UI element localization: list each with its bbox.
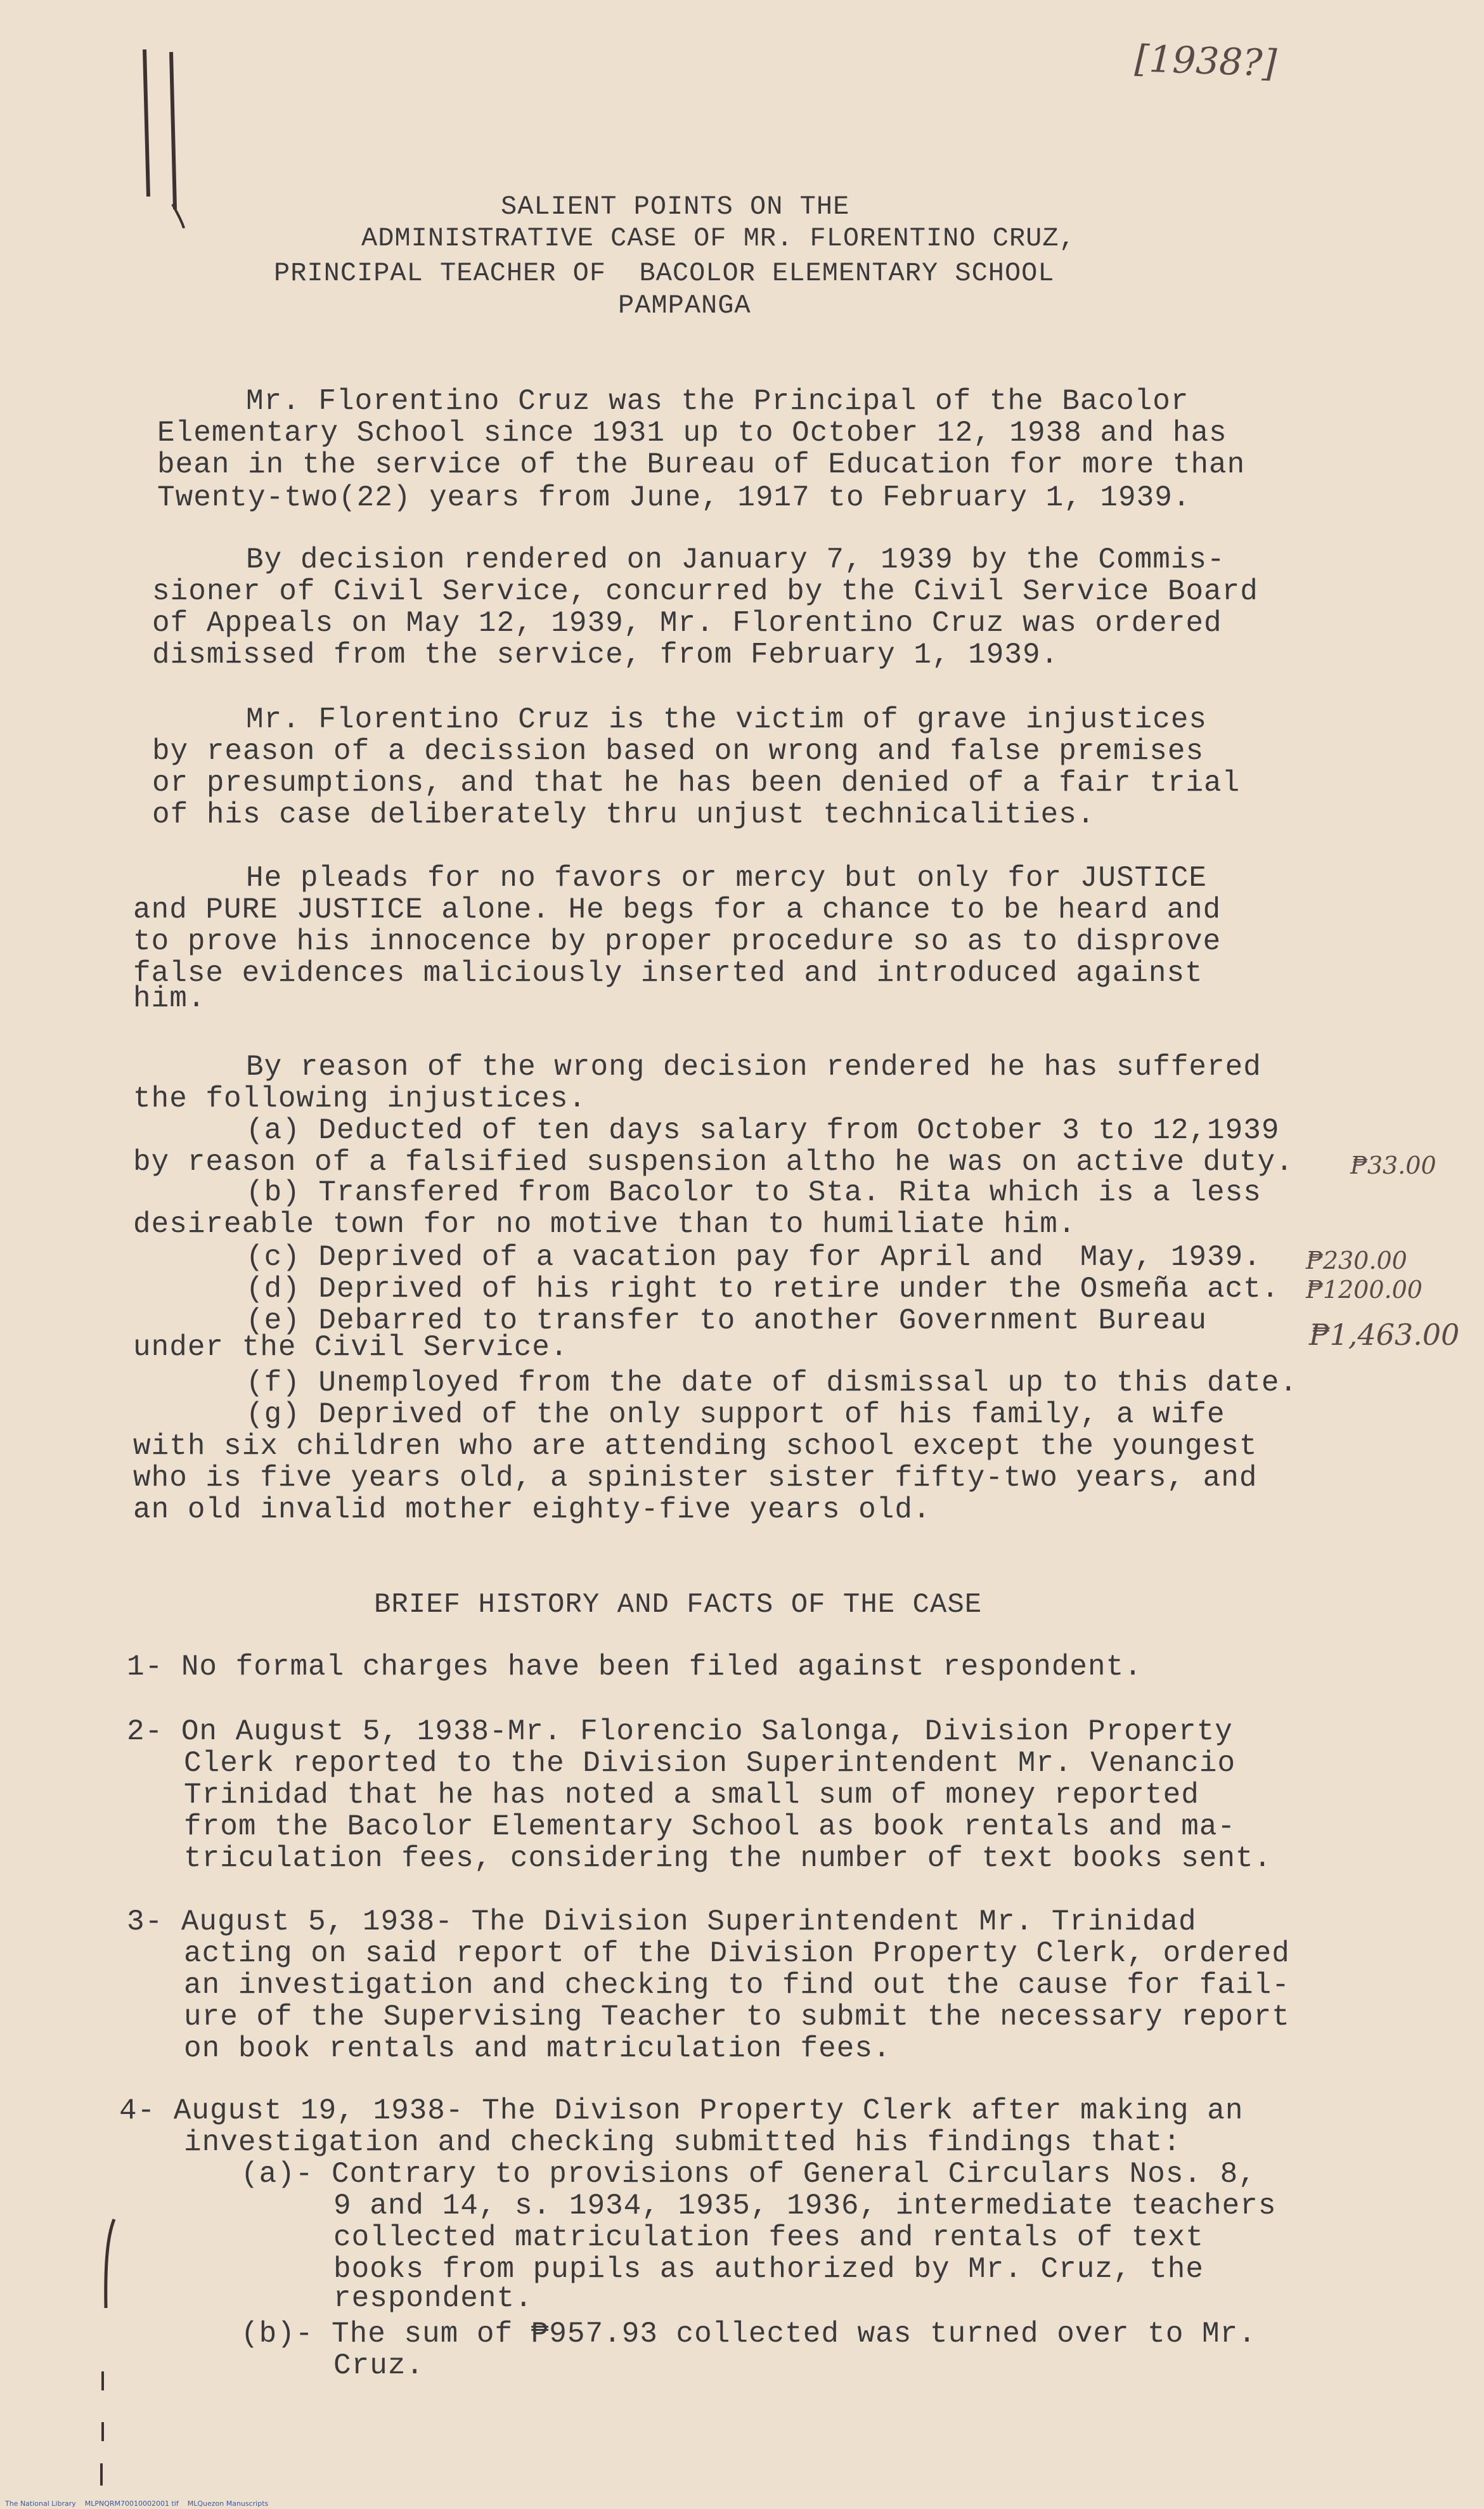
text-line: acting on said report of the Division Property Clerk, ordered [184, 1937, 1290, 1970]
handwritten-date-note: [1938?] [1133, 37, 1278, 85]
text-line: the following injustices. [133, 1082, 587, 1115]
section-heading: BRIEF HISTORY AND FACTS OF THE CASE [374, 1589, 983, 1621]
text-line: Elementary School since 1931 up to October 12, 1938 and has [157, 417, 1227, 450]
text-line: and PURE JUSTICE alone. He begs for a chance to be heard and [133, 893, 1222, 926]
text-line: desireable town for no motive than to humiliate him. [133, 1208, 1076, 1241]
text-line: Trinidad that he has noted a small sum of money reported [184, 1779, 1199, 1812]
text-line: 4- August 19, 1938- The Divison Property Clerk after making an [119, 2094, 1244, 2127]
text-line: by reason of a decission based on wrong and false premises [152, 735, 1204, 768]
text-line: false evidences maliciously inserted and introduced against [133, 957, 1203, 990]
text-line: Clerk reported to the Division Superintendent Mr. Venancio [184, 1747, 1236, 1780]
text-line: respondent. [333, 2282, 533, 2315]
text-line: investigation and checking submitted his findings that: [184, 2126, 1182, 2159]
title-line-2: ADMINISTRATIVE CASE OF MR. FLORENTINO CRUZ, [361, 223, 1076, 254]
text-line: who is five years old, a spinister sister fifty-two years, and [133, 1462, 1258, 1494]
text-line: bean in the service of the Bureau of Education for more than [157, 448, 1246, 481]
text-line: with six children who are attending school except the youngest [133, 1430, 1258, 1463]
text-line: 1- No formal charges have been filed against respondent. [127, 1650, 1142, 1683]
text-line: He pleads for no favors or mercy but only for JUSTICE [246, 862, 1208, 895]
title-line-3: PRINCIPAL TEACHER OF BACOLOR ELEMENTARY SCHOOL [274, 258, 1055, 289]
text-line: ure of the Supervising Teacher to submit the necessary report [184, 2000, 1290, 2033]
text-line: Twenty-two(22) years from June, 1917 to February 1, 1939. [157, 481, 1191, 514]
text-line: books from pupils as authorized by Mr. Cruz, the [333, 2253, 1204, 2286]
list-item-b: (b) Transfered from Bacolor to Sta. Rita which is a less [246, 1176, 1261, 1209]
text-line: of Appeals on May 12, 1939, Mr. Florentino Cruz was ordered [152, 607, 1222, 640]
archive-footer: The National Library MLPNQRM70010002001 tif MLQuezon Manuscripts [5, 2499, 269, 2508]
text-line: an investigation and checking to find out the cause for fail- [184, 1969, 1290, 2002]
list-item-f: (f) Unemployed from the date of dismissal up to this date. [246, 1366, 1298, 1399]
text-line: sioner of Civil Service, concurred by the Civil Service Board [152, 575, 1258, 608]
sub-item-b: (b)- The sum of ₱957.93 collected was turned over to Mr. [241, 2318, 1256, 2350]
text-line: Cruz. [333, 2349, 425, 2382]
list-item-e: (e) Debarred to transfer to another Government Bureau [246, 1304, 1208, 1337]
text-line: him. [133, 982, 206, 1015]
handwritten-amount: ₱230.00 [1306, 1247, 1407, 1274]
margin-pencil-marks-top [108, 38, 197, 228]
handwritten-amount: ₱1200.00 [1306, 1276, 1423, 1304]
handwritten-amount: ₱33.00 [1350, 1151, 1436, 1179]
text-line: or presumptions, and that he has been denied of a fair trial [152, 767, 1241, 800]
text-line: to prove his innocence by proper procedure so as to disprove [133, 925, 1222, 958]
text-line: 3- August 5, 1938- The Division Superintendent Mr. Trinidad [127, 1905, 1197, 1938]
text-line: Mr. Florentino Cruz is the victim of grave injustices [246, 703, 1208, 736]
handwritten-amount: ₱1,463.00 [1309, 1318, 1460, 1352]
text-line: triculation fees, considering the number of text books sent. [184, 1842, 1272, 1875]
text-line: By decision rendered on January 7, 1939 by the Commis- [246, 543, 1225, 576]
text-line: of his case deliberately thru unjust technicalities. [152, 798, 1095, 831]
text-line: collected matriculation fees and rentals of text [333, 2221, 1204, 2254]
list-item-g: (g) Deprived of the only support of his family, a wife [246, 1398, 1225, 1431]
text-line: 2- On August 5, 1938-Mr. Florencio Salonga, Division Property [127, 1715, 1233, 1748]
margin-pencil-marks-bottom [89, 2213, 127, 2492]
list-item-a: (a) Deducted of ten days salary from October 3 to 12,1939 [246, 1114, 1280, 1147]
title-line-1: SALIENT POINTS ON THE [501, 191, 850, 222]
text-line: by reason of a falsified suspension altho he was on active duty. [133, 1146, 1294, 1179]
text-line: 9 and 14, s. 1934, 1935, 1936, intermediate teachers [333, 2189, 1277, 2222]
list-item-d: (d) Deprived of his right to retire under the Osmeña act. [246, 1273, 1280, 1306]
text-line: an old invalid mother eighty-five years old. [133, 1493, 931, 1526]
list-item-c: (c) Deprived of a vacation pay for April and May, 1939. [246, 1241, 1261, 1274]
text-line: dismissed from the service, from February 1, 1939. [152, 639, 1059, 671]
text-line: on book rentals and matriculation fees. [184, 2032, 891, 2065]
text-line: from the Bacolor Elementary School as book rentals and ma- [184, 1810, 1236, 1843]
text-line: By reason of the wrong decision rendered he has suffered [246, 1051, 1261, 1084]
text-line: Mr. Florentino Cruz was the Principal of the Bacolor [246, 385, 1189, 418]
title-line-4: PAMPANGA [618, 290, 751, 321]
text-line: under the Civil Service. [133, 1331, 569, 1364]
sub-item-a: (a)- Contrary to provisions of General Circulars Nos. 8, [241, 2158, 1256, 2191]
